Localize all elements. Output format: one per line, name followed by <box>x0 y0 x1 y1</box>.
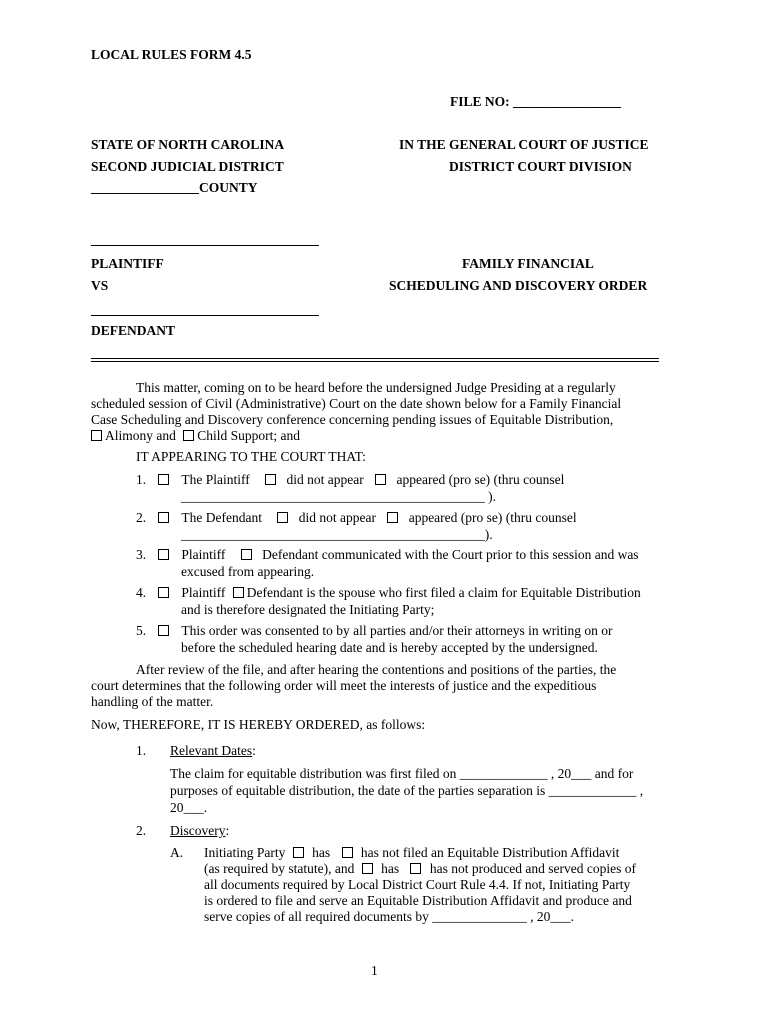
item-5-number: 5. <box>136 623 147 638</box>
district-label: SECOND JUDICIAL DISTRICT <box>91 159 284 174</box>
section-1-line-2: purposes of equitable distribution, the date of the parties separation is _____________ , <box>170 783 644 798</box>
county-label: ________________COUNTY <box>91 180 258 195</box>
documents-has-not-checkbox[interactable] <box>410 863 421 874</box>
item-3-row <box>156 547 639 563</box>
item-3-plaintiff-label: Plaintiff <box>181 547 226 562</box>
item-5-text: This order was consented to by all parties and/or their attorneys in writing on or <box>181 623 613 638</box>
item-4-checkbox[interactable] <box>158 587 169 598</box>
order-title-line-2: SCHEDULING AND DISCOVERY ORDER <box>389 278 648 293</box>
documents-has-label: has <box>381 861 400 876</box>
intro-line-1: This matter, coming on to be heard before the undersigned Judge Presiding at a regularly <box>136 380 616 395</box>
section-a-line-2 <box>204 861 636 877</box>
item-3-defendant-label: Defendant communicated with the Court prior to this session and was <box>262 547 639 562</box>
item-2-checkbox[interactable] <box>158 512 169 523</box>
review-line-3: handling of the matter. <box>91 694 214 709</box>
item-1-checkbox[interactable] <box>158 474 169 485</box>
item-2-counsel-line: _____________________________________________). <box>181 527 493 542</box>
affidavit-has-not-label: has not filed an Equitable Distribution Affidavit <box>360 845 620 860</box>
section-1-colon: : <box>252 743 256 758</box>
item-4-row <box>156 585 641 601</box>
item-5-checkbox[interactable] <box>158 625 169 636</box>
section-a-line-1 <box>204 845 619 861</box>
defendant-signature-line <box>91 315 319 316</box>
file-number: FILE NO: ________________ <box>450 94 622 109</box>
item-1-did-not-appear-label: did not appear <box>286 472 364 487</box>
appearing-heading: IT APPEARING TO THE COURT THAT: <box>136 449 366 464</box>
state-label: STATE OF NORTH CAROLINA <box>91 137 285 152</box>
section-a-label: A. <box>170 845 184 860</box>
defendant-label: DEFENDANT <box>91 323 176 338</box>
page-number: 1 <box>371 963 378 978</box>
intro-line-4 <box>89 428 300 444</box>
form-title: LOCAL RULES FORM 4.5 <box>91 47 252 62</box>
item-5-line-2: before the scheduled hearing date and is hereby accepted by the undersigned. <box>181 640 598 655</box>
item-4-defendant-label: Defendant is the spouse who first filed a claim for Equitable Distribution <box>246 585 641 600</box>
section-2-heading <box>170 823 229 839</box>
item-1-plaintiff-label: The Plaintiff <box>181 472 250 487</box>
child-support-label: Child Support; and <box>197 428 301 443</box>
alimony-checkbox[interactable] <box>91 430 102 441</box>
affidavit-has-checkbox[interactable] <box>293 847 304 858</box>
section-1-title: Relevant Dates <box>170 743 253 758</box>
plaintiff-signature-line <box>91 245 319 246</box>
item-1-appeared-checkbox[interactable] <box>375 474 386 485</box>
item-1-number: 1. <box>136 472 147 487</box>
divider-rule-bottom <box>91 361 659 362</box>
divider-rule-top <box>91 358 659 359</box>
item-2-appeared-checkbox[interactable] <box>387 512 398 523</box>
plaintiff-label: PLAINTIFF <box>91 256 164 271</box>
item-2-row <box>156 510 577 526</box>
section-1-number: 1. <box>136 743 147 758</box>
item-1-appeared-label: appeared (pro se) (thru counsel <box>396 472 565 487</box>
item-4-plaintiff-label: Plaintiff <box>181 585 226 600</box>
item-3-defendant-checkbox[interactable] <box>241 549 252 560</box>
item-2-appeared-label: appeared (pro se) (thru counsel <box>408 510 577 525</box>
item-1-did-not-appear-checkbox[interactable] <box>265 474 276 485</box>
division-label: DISTRICT COURT DIVISION <box>449 159 632 174</box>
section-2-number: 2. <box>136 823 147 838</box>
section-1-line-1: The claim for equitable distribution was first filed on _____________ , 20___ and for <box>170 766 634 781</box>
affidavit-has-not-checkbox[interactable] <box>342 847 353 858</box>
section-2-title: Discovery <box>170 823 226 838</box>
intro-line-3: Case Scheduling and Discovery conference concerning pending issues of Equitable Distribution, <box>91 412 614 427</box>
alimony-label: Alimony and <box>105 428 176 443</box>
item-1-counsel-line: _____________________________________________ ). <box>181 489 496 504</box>
item-4-defendant-checkbox[interactable] <box>233 587 244 598</box>
item-2-number: 2. <box>136 510 147 525</box>
item-1-row <box>156 472 564 488</box>
section-a-statute-text: (as required by statute), and <box>204 861 355 876</box>
item-3-number: 3. <box>136 547 147 562</box>
item-2-did-not-appear-label: did not appear <box>298 510 376 525</box>
item-2-did-not-appear-checkbox[interactable] <box>277 512 288 523</box>
item-4-line-2: and is therefore designated the Initiating Party; <box>181 602 435 617</box>
item-2-defendant-label: The Defendant <box>181 510 262 525</box>
review-line-1: After review of the file, and after hearing the contentions and positions of the parties, the <box>136 662 617 677</box>
item-5-row <box>156 623 613 639</box>
review-line-2: court determines that the following order will meet the interests of justice and the expeditious <box>91 678 597 693</box>
section-a-line-3: all documents required by Local District Court Rule 4.4. If not, Initiating Party <box>204 877 631 892</box>
affidavit-has-label: has <box>312 845 331 860</box>
intro-line-2: scheduled session of Civil (Administrative) Court on the date shown below for a Family Financial <box>91 396 622 411</box>
section-a-line-4: is ordered to file and serve an Equitable Distribution Affidavit and produce and <box>204 893 632 908</box>
item-4-number: 4. <box>136 585 147 600</box>
court-label: IN THE GENERAL COURT OF JUSTICE <box>399 137 649 152</box>
item-3-checkbox[interactable] <box>158 549 169 560</box>
item-3-line-2: excused from appearing. <box>181 564 315 579</box>
initiating-party-label: Initiating Party <box>204 845 286 860</box>
child-support-checkbox[interactable] <box>183 430 194 441</box>
ordered-heading: Now, THEREFORE, IT IS HEREBY ORDERED, as follows: <box>91 717 426 732</box>
section-1-heading <box>170 743 256 759</box>
order-title-line-1: FAMILY FINANCIAL <box>462 256 594 271</box>
vs-label: VS <box>91 278 109 293</box>
section-a-line-5: serve copies of all required documents by ______________ , 20___. <box>204 909 575 924</box>
section-2-colon: : <box>225 823 230 838</box>
section-1-line-3: 20___. <box>170 800 208 815</box>
documents-has-checkbox[interactable] <box>362 863 373 874</box>
documents-has-not-label: has not produced and served copies of <box>429 861 637 876</box>
